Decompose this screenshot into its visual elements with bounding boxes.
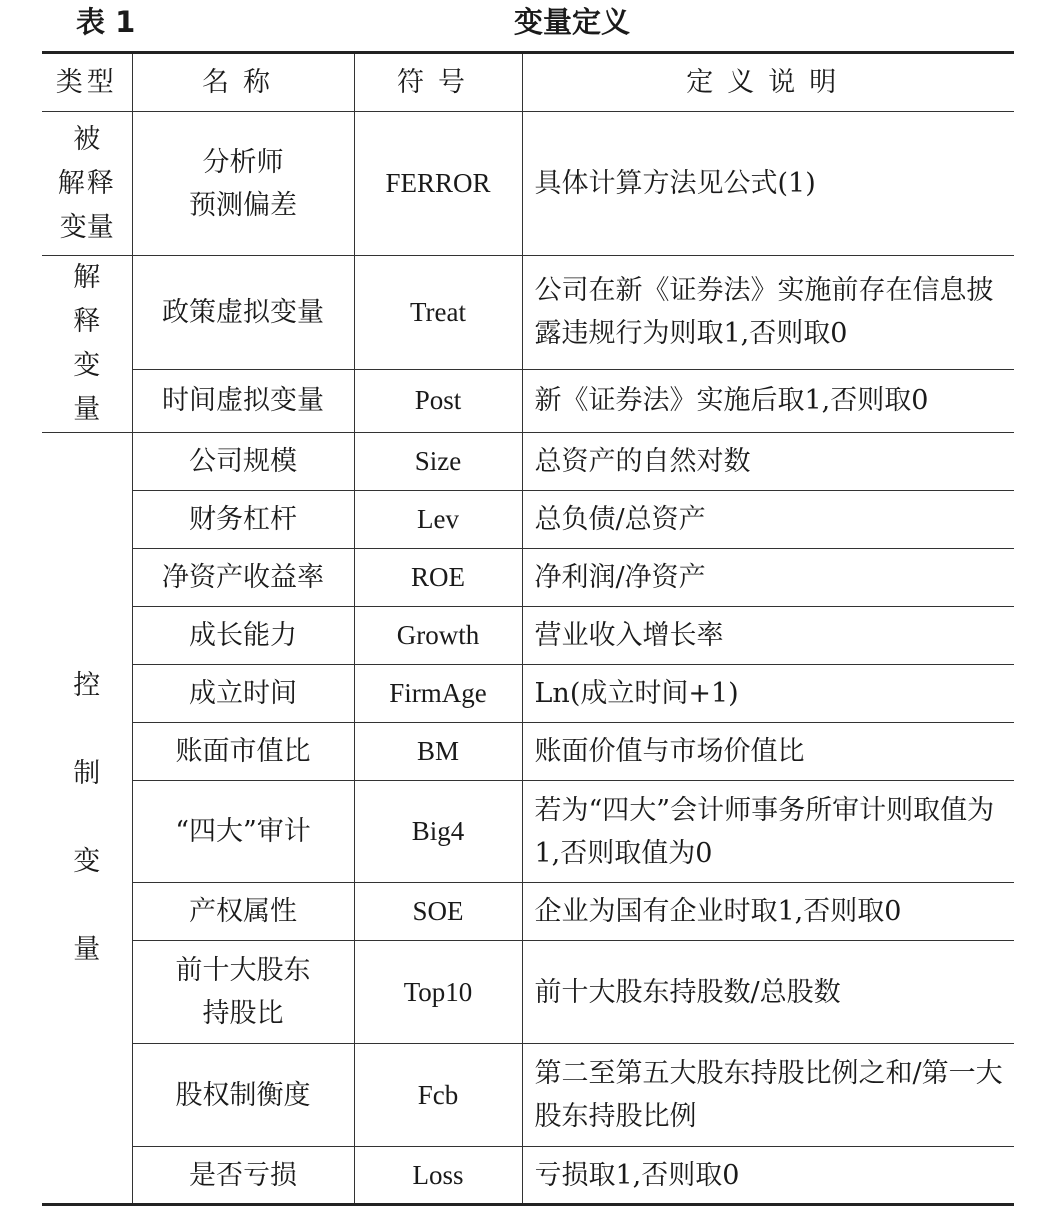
group-char: 变 [73,846,101,877]
group-char: 解 [73,262,101,293]
var-name: 公司规模 [132,433,354,491]
var-symbol: Post [354,369,522,432]
var-symbol: Fcb [354,1044,522,1147]
var-name: 是否亏损 [132,1147,354,1205]
table-row [42,1044,1014,1147]
group-char: 量 [73,934,101,965]
var-symbol: SOE [354,883,522,941]
table-row [42,112,1014,256]
table-row [42,491,1014,549]
group-explanatory-variable [42,256,132,433]
var-definition: 若为“四大”会计师事务所审计则取值为1,否则取值为0 [522,781,1014,883]
var-name: 股权制衡度 [132,1044,354,1147]
var-name: 账面市值比 [132,723,354,781]
col-header-type: 类型 [42,53,132,112]
table-row [42,781,1014,883]
var-name: 分析师 预测偏差 [132,112,354,256]
group-char: 控 [73,670,101,701]
var-symbol: BM [354,723,522,781]
table-row [42,883,1014,941]
var-symbol: FirmAge [354,665,522,723]
col-header-name: 名称 [132,53,354,112]
var-definition: 营业收入增长率 [522,607,1014,665]
var-symbol: Growth [354,607,522,665]
var-name: 政策虚拟变量 [132,256,354,370]
group-char: 制 [73,758,101,789]
var-name: 成长能力 [132,607,354,665]
table-row [42,256,1014,370]
var-symbol: Big4 [354,781,522,883]
var-name: “四大”审计 [132,781,354,883]
table-row [42,369,1014,432]
var-name: 时间虚拟变量 [132,369,354,432]
table-row [42,1147,1014,1205]
var-name: 净资产收益率 [132,549,354,607]
table-row [42,665,1014,723]
group-char: 释 [73,306,101,337]
var-symbol: FERROR [354,112,522,256]
var-definition: 净利润/净资产 [522,549,1014,607]
col-header-symbol: 符号 [354,53,522,112]
var-symbol: Loss [354,1147,522,1205]
var-name: 前十大股东 持股比 [132,941,354,1044]
var-definition: 新《证券法》实施后取1,否则取0 [522,369,1014,432]
group-control-variable [42,433,132,1205]
var-symbol: Size [354,433,522,491]
var-definition: Ln(成立时间+1) [522,665,1014,723]
var-name: 产权属性 [132,883,354,941]
var-symbol: Lev [354,491,522,549]
col-header-definition: 定义说明 [522,53,1014,112]
group-char: 解释 [57,167,116,199]
var-symbol: Treat [354,256,522,370]
var-definition: 第二至第五大股东持股比例之和/第一大股东持股比例 [522,1044,1014,1147]
group-char: 量 [73,394,101,425]
var-definition: 账面价值与市场价值比 [522,723,1014,781]
table-title: 变量定义 [513,5,630,39]
table-label: 表 1 [76,5,136,39]
var-symbol: Top10 [354,941,522,1044]
header-row [42,53,1014,112]
group-char: 变 [73,350,101,381]
group-char: 被 [73,123,101,155]
var-definition: 公司在新《证券法》实施前存在信息披露违规行为则取1,否则取0 [522,256,1014,370]
var-name: 财务杠杆 [132,491,354,549]
table-row [42,549,1014,607]
table-row [42,941,1014,1044]
variable-definition-table [42,51,1014,1206]
group-char: 变量 [59,211,114,243]
table-row [42,723,1014,781]
group-dependent-variable [42,112,132,256]
var-name: 成立时间 [132,665,354,723]
table-row [42,433,1014,491]
var-definition: 总资产的自然对数 [522,433,1014,491]
table-row [42,607,1014,665]
var-definition: 具体计算方法见公式(1) [522,112,1014,256]
var-symbol: ROE [354,549,522,607]
var-definition: 前十大股东持股数/总股数 [522,941,1014,1044]
var-definition: 企业为国有企业时取1,否则取0 [522,883,1014,941]
var-definition: 总负债/总资产 [522,491,1014,549]
var-definition: 亏损取1,否则取0 [522,1147,1014,1205]
